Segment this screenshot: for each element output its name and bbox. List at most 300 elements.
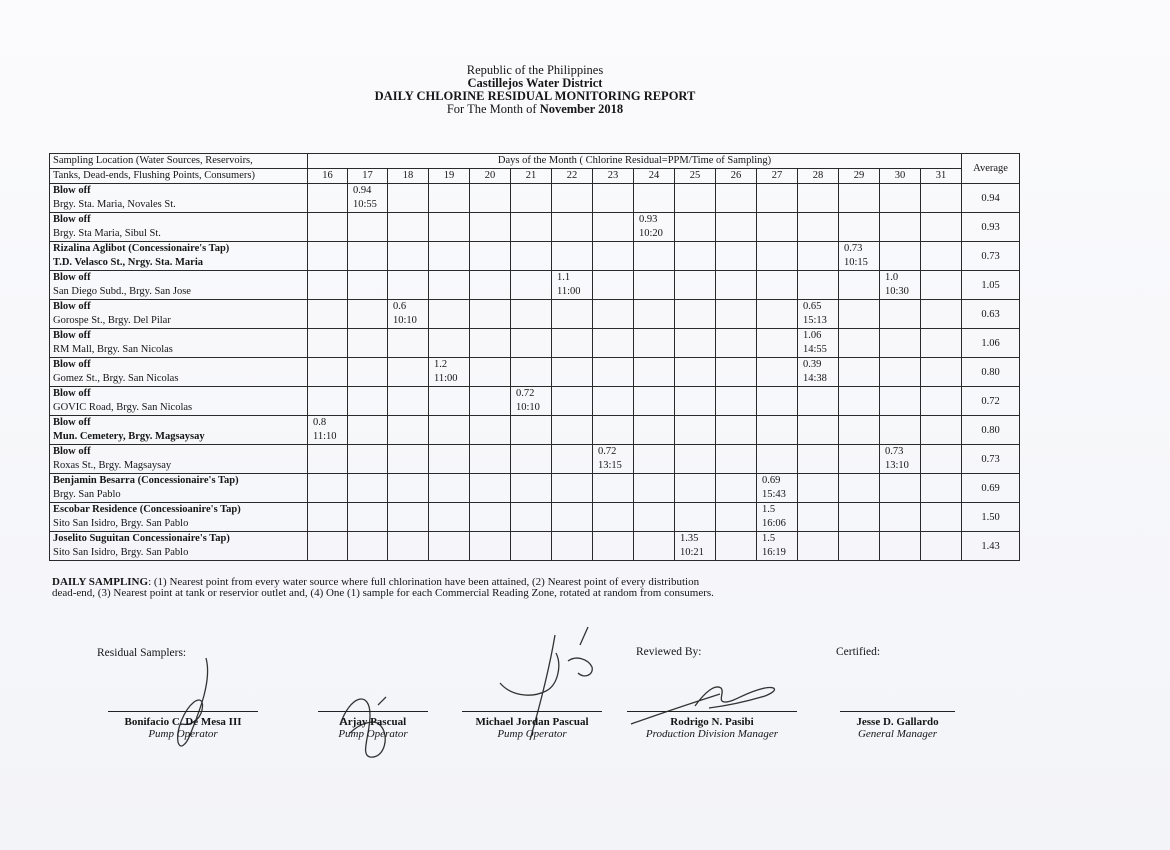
chlorine-value	[921, 358, 961, 372]
sampling-time	[308, 401, 347, 415]
sampling-time	[675, 372, 715, 386]
chlorine-value	[921, 387, 961, 401]
sampling-time	[388, 372, 428, 386]
chlorine-value	[429, 503, 469, 517]
day-cell-21	[511, 387, 552, 416]
chlorine-value	[593, 416, 633, 430]
day-cell-26	[716, 416, 757, 445]
chlorine-value	[308, 532, 347, 546]
day-cell-25	[675, 213, 716, 242]
chlorine-value	[634, 271, 674, 285]
chlorine-value	[921, 271, 961, 285]
header-report-title: DAILY CHLORINE RESIDUAL MONITORING REPORT	[374, 89, 696, 103]
sampling-time	[839, 198, 879, 212]
chlorine-value: 0.72	[516, 388, 535, 399]
day-cell-23	[593, 474, 634, 503]
sampling-time	[716, 372, 756, 386]
day-cell-26	[716, 474, 757, 503]
sampling-time	[880, 401, 920, 415]
day-cell-19	[429, 387, 470, 416]
chlorine-value	[388, 358, 428, 372]
day-cell-27	[757, 387, 798, 416]
sampling-time	[348, 401, 387, 415]
sampling-time	[839, 459, 879, 473]
chlorine-value	[308, 474, 347, 488]
day-cell-27	[757, 213, 798, 242]
chlorine-value	[552, 474, 592, 488]
table-row	[50, 213, 1020, 242]
sampling-time	[757, 372, 797, 386]
chlorine-value	[552, 184, 592, 198]
chlorine-residual-table	[49, 153, 1020, 561]
day-cell-26	[716, 213, 757, 242]
day-cell-17	[348, 445, 388, 474]
chlorine-value	[308, 387, 347, 401]
sampling-time	[839, 401, 879, 415]
location-header	[50, 154, 308, 169]
chlorine-value	[593, 503, 633, 517]
day-cell-29	[839, 474, 880, 503]
sampling-time	[348, 488, 387, 502]
sampling-time	[470, 285, 510, 299]
residual-samplers-label: Residual Samplers:	[97, 647, 187, 659]
day-header-31: 31	[921, 169, 962, 184]
location-address: Mun. Cemetery, Brgy. Magsaysay	[53, 431, 205, 442]
day-cell-28	[798, 242, 839, 271]
location-address: Brgy. Sta Maria, Sibul St.	[53, 228, 161, 239]
sampling-time	[798, 430, 838, 444]
signatory-role: Pump Operator	[338, 728, 408, 740]
sampling-time	[470, 488, 510, 502]
day-cell-26	[716, 532, 757, 561]
day-cell-29	[839, 358, 880, 387]
sampling-time	[593, 372, 633, 386]
chlorine-value	[839, 300, 879, 314]
sampling-time	[388, 488, 428, 502]
sampling-time: 16:19	[762, 547, 786, 558]
chlorine-value	[757, 300, 797, 314]
day-header-29: 29	[839, 169, 880, 184]
sampling-time: 14:38	[803, 373, 827, 384]
chlorine-value	[593, 387, 633, 401]
chlorine-value	[716, 387, 756, 401]
day-cell-31	[921, 300, 962, 329]
chlorine-value	[388, 387, 428, 401]
day-header-26: 26	[716, 169, 757, 184]
chlorine-value	[675, 387, 715, 401]
chlorine-value	[388, 329, 428, 343]
day-cell-21	[511, 445, 552, 474]
sampling-time	[552, 546, 592, 560]
chlorine-value	[634, 532, 674, 546]
chlorine-value	[593, 184, 633, 198]
day-cell-28	[798, 387, 839, 416]
chlorine-value	[511, 184, 551, 198]
day-cell-30	[880, 445, 921, 474]
chlorine-value	[798, 416, 838, 430]
day-cell-29	[839, 300, 880, 329]
day-cell-24	[634, 503, 675, 532]
day-cell-18	[388, 503, 429, 532]
signatory-role: Pump Operator	[497, 728, 567, 740]
day-cell-29	[839, 445, 880, 474]
chlorine-value	[429, 242, 469, 256]
chlorine-value	[552, 445, 592, 459]
sampling-time	[675, 314, 715, 328]
sampling-time: 15:13	[803, 315, 827, 326]
sampling-time	[716, 285, 756, 299]
day-cell-25	[675, 445, 716, 474]
sampling-time	[634, 430, 674, 444]
table-row	[50, 184, 1020, 213]
day-cell-21	[511, 329, 552, 358]
day-cell-31	[921, 416, 962, 445]
day-header-27: 27	[757, 169, 798, 184]
day-cell-28	[798, 213, 839, 242]
chlorine-value	[921, 503, 961, 517]
day-cell-19	[429, 358, 470, 387]
day-cell-22	[552, 445, 593, 474]
day-cell-24	[634, 329, 675, 358]
chlorine-value	[511, 532, 551, 546]
sampling-time	[308, 227, 347, 241]
sampling-time	[921, 343, 961, 357]
day-cell-30	[880, 358, 921, 387]
average-value: 0.63	[962, 300, 1020, 329]
day-cell-28	[798, 503, 839, 532]
chlorine-value	[716, 242, 756, 256]
sampling-time	[839, 314, 879, 328]
sampling-time	[470, 430, 510, 444]
table-row	[50, 503, 1020, 532]
chlorine-value	[634, 387, 674, 401]
report-header	[0, 64, 1070, 116]
sampling-time	[675, 401, 715, 415]
sampling-time	[511, 430, 551, 444]
chlorine-value	[470, 532, 510, 546]
day-cell-26	[716, 358, 757, 387]
chlorine-value	[470, 242, 510, 256]
day-cell-26	[716, 329, 757, 358]
average-value: 0.72	[962, 387, 1020, 416]
chlorine-value	[348, 532, 387, 546]
sampling-time	[716, 227, 756, 241]
day-cell-28	[798, 474, 839, 503]
location-address: Brgy. Sta. Maria, Novales St.	[53, 199, 176, 210]
chlorine-value	[757, 213, 797, 227]
signatory-role: Pump Operator	[148, 728, 218, 740]
average-value: 0.69	[962, 474, 1020, 503]
chlorine-value	[634, 184, 674, 198]
chlorine-value	[716, 213, 756, 227]
daily-sampling-heading: DAILY SAMPLING	[52, 576, 149, 588]
sampling-time	[921, 198, 961, 212]
sampling-time	[757, 227, 797, 241]
day-cell-27	[757, 503, 798, 532]
chlorine-value: 0.8	[313, 417, 327, 428]
sampling-time	[634, 546, 674, 560]
day-cell-16	[308, 213, 348, 242]
average-value: 0.94	[962, 184, 1020, 213]
table-row	[50, 387, 1020, 416]
sampling-time	[675, 517, 715, 531]
chlorine-value	[388, 445, 428, 459]
chlorine-value: 0.69	[762, 475, 781, 486]
sampling-time	[308, 372, 347, 386]
sampling-time	[757, 343, 797, 357]
chlorine-value	[429, 213, 469, 227]
day-cell-18	[388, 271, 429, 300]
sampling-time: 13:10	[885, 460, 909, 471]
sampling-time	[839, 430, 879, 444]
chlorine-value	[716, 474, 756, 488]
chlorine-value	[308, 358, 347, 372]
chlorine-value	[634, 416, 674, 430]
day-cell-24	[634, 358, 675, 387]
day-cell-17	[348, 329, 388, 358]
sampling-time	[757, 198, 797, 212]
day-cell-20	[470, 416, 511, 445]
sampling-time	[593, 256, 633, 270]
day-cell-31	[921, 271, 962, 300]
day-cell-27	[757, 532, 798, 561]
day-header-21: 21	[511, 169, 552, 184]
day-cell-22	[552, 300, 593, 329]
day-cell-20	[470, 213, 511, 242]
sampling-time	[308, 488, 347, 502]
day-cell-23	[593, 416, 634, 445]
sampling-time	[921, 227, 961, 241]
sampling-time	[552, 314, 592, 328]
sampling-time	[552, 430, 592, 444]
sampling-time	[348, 459, 387, 473]
location-header-2	[50, 169, 308, 184]
day-header-30: 30	[880, 169, 921, 184]
day-cell-21	[511, 300, 552, 329]
location-address: San Diego Subd., Brgy. San Jose	[53, 286, 191, 297]
chlorine-value	[470, 329, 510, 343]
location-address: Sito San Isidro, Brgy. San Pablo	[53, 518, 189, 529]
sampling-time: 10:20	[639, 228, 663, 239]
day-cell-24	[634, 387, 675, 416]
day-cell-27	[757, 271, 798, 300]
chlorine-value	[348, 387, 387, 401]
sampling-location	[50, 445, 308, 474]
day-header-17: 17	[348, 169, 388, 184]
day-header-16: 16	[308, 169, 348, 184]
sampling-time	[470, 372, 510, 386]
day-cell-23	[593, 184, 634, 213]
day-cell-21	[511, 213, 552, 242]
chlorine-value	[388, 474, 428, 488]
sampling-time	[675, 256, 715, 270]
day-cell-19	[429, 503, 470, 532]
sampling-time	[429, 401, 469, 415]
day-cell-20	[470, 184, 511, 213]
chlorine-value	[675, 213, 715, 227]
day-cell-24	[634, 474, 675, 503]
sampling-time	[675, 227, 715, 241]
day-cell-28	[798, 532, 839, 561]
location-name: Blow off	[53, 388, 91, 399]
day-cell-19	[429, 474, 470, 503]
average-value: 0.80	[962, 358, 1020, 387]
chlorine-value	[757, 445, 797, 459]
day-cell-20	[470, 503, 511, 532]
average-value: 0.80	[962, 416, 1020, 445]
sampling-time	[757, 256, 797, 270]
day-cell-19	[429, 416, 470, 445]
sampling-time	[757, 459, 797, 473]
chlorine-value: 1.1	[557, 272, 571, 283]
sampling-time	[757, 314, 797, 328]
day-header-28: 28	[798, 169, 839, 184]
chlorine-value	[798, 184, 838, 198]
chlorine-value	[839, 358, 879, 372]
sampling-time	[470, 343, 510, 357]
sampling-time	[716, 314, 756, 328]
table-row	[50, 242, 1020, 271]
day-cell-30	[880, 242, 921, 271]
location-name: Blow off	[53, 214, 91, 225]
day-cell-19	[429, 271, 470, 300]
day-cell-28	[798, 445, 839, 474]
day-cell-25	[675, 329, 716, 358]
sampling-location	[50, 184, 308, 213]
day-cell-23	[593, 271, 634, 300]
sampling-time	[308, 314, 347, 328]
sampling-time	[716, 546, 756, 560]
location-address: T.D. Velasco St., Nrgy. Sta. Maria	[53, 257, 204, 268]
chlorine-value	[470, 184, 510, 198]
day-cell-24	[634, 184, 675, 213]
sampling-time	[716, 459, 756, 473]
day-cell-30	[880, 532, 921, 561]
day-cell-24	[634, 213, 675, 242]
day-cell-20	[470, 358, 511, 387]
daily-sampling-note	[52, 577, 912, 599]
chlorine-value	[675, 358, 715, 372]
day-cell-19	[429, 445, 470, 474]
chlorine-value	[552, 503, 592, 517]
day-cell-27	[757, 474, 798, 503]
chlorine-value	[308, 242, 347, 256]
sampling-time	[798, 256, 838, 270]
table-row	[50, 358, 1020, 387]
sampling-time	[634, 285, 674, 299]
day-cell-22	[552, 358, 593, 387]
day-cell-20	[470, 329, 511, 358]
signature-block	[627, 711, 797, 740]
sampling-time	[921, 256, 961, 270]
sampling-location	[50, 242, 308, 271]
sampling-time	[429, 343, 469, 357]
sampling-time	[634, 488, 674, 502]
chlorine-value	[470, 474, 510, 488]
day-header-19: 19	[429, 169, 470, 184]
location-name: Blow off	[53, 446, 91, 457]
sampling-time	[470, 517, 510, 531]
chlorine-value	[757, 358, 797, 372]
chlorine-value	[429, 532, 469, 546]
chlorine-value	[634, 329, 674, 343]
day-cell-26	[716, 271, 757, 300]
day-cell-31	[921, 532, 962, 561]
sampling-time	[798, 517, 838, 531]
chlorine-value	[798, 213, 838, 227]
chlorine-value	[593, 532, 633, 546]
sampling-time	[470, 401, 510, 415]
chlorine-value	[716, 416, 756, 430]
day-cell-28	[798, 329, 839, 358]
chlorine-value	[348, 300, 387, 314]
chlorine-value	[308, 445, 347, 459]
chlorine-value	[593, 358, 633, 372]
chlorine-value	[308, 271, 347, 285]
sampling-time	[921, 546, 961, 560]
chlorine-value	[798, 503, 838, 517]
chlorine-value	[552, 358, 592, 372]
chlorine-value	[839, 474, 879, 488]
chlorine-value	[798, 532, 838, 546]
day-cell-29	[839, 184, 880, 213]
sampling-time: 10:15	[844, 257, 868, 268]
day-cell-21	[511, 184, 552, 213]
signature-line	[840, 711, 955, 712]
chlorine-value	[716, 300, 756, 314]
chlorine-value	[388, 242, 428, 256]
sampling-time	[716, 401, 756, 415]
chlorine-value	[470, 358, 510, 372]
day-cell-20	[470, 271, 511, 300]
location-name: Blow off	[53, 272, 91, 283]
location-name: Blow off	[53, 417, 91, 428]
day-cell-24	[634, 300, 675, 329]
chlorine-value	[839, 416, 879, 430]
sampling-time	[348, 343, 387, 357]
chlorine-value	[511, 329, 551, 343]
day-cell-18	[388, 474, 429, 503]
chlorine-value	[593, 213, 633, 227]
day-cell-25	[675, 184, 716, 213]
chlorine-value	[675, 329, 715, 343]
sampling-time	[634, 517, 674, 531]
day-cell-30	[880, 300, 921, 329]
sampling-time	[429, 459, 469, 473]
chlorine-value	[348, 474, 387, 488]
day-cell-21	[511, 416, 552, 445]
chlorine-value	[308, 213, 347, 227]
day-cell-22	[552, 387, 593, 416]
sampling-time	[388, 546, 428, 560]
signature-block	[108, 711, 258, 740]
sampling-time	[511, 198, 551, 212]
day-cell-23	[593, 445, 634, 474]
day-cell-22	[552, 271, 593, 300]
chlorine-value	[593, 300, 633, 314]
sampling-time	[308, 285, 347, 299]
chlorine-value	[675, 445, 715, 459]
average-value: 0.73	[962, 445, 1020, 474]
day-cell-25	[675, 271, 716, 300]
day-cell-21	[511, 474, 552, 503]
chlorine-value	[798, 271, 838, 285]
day-cell-16	[308, 445, 348, 474]
sampling-time	[552, 343, 592, 357]
sampling-time	[921, 285, 961, 299]
sampling-time	[593, 314, 633, 328]
day-cell-31	[921, 213, 962, 242]
